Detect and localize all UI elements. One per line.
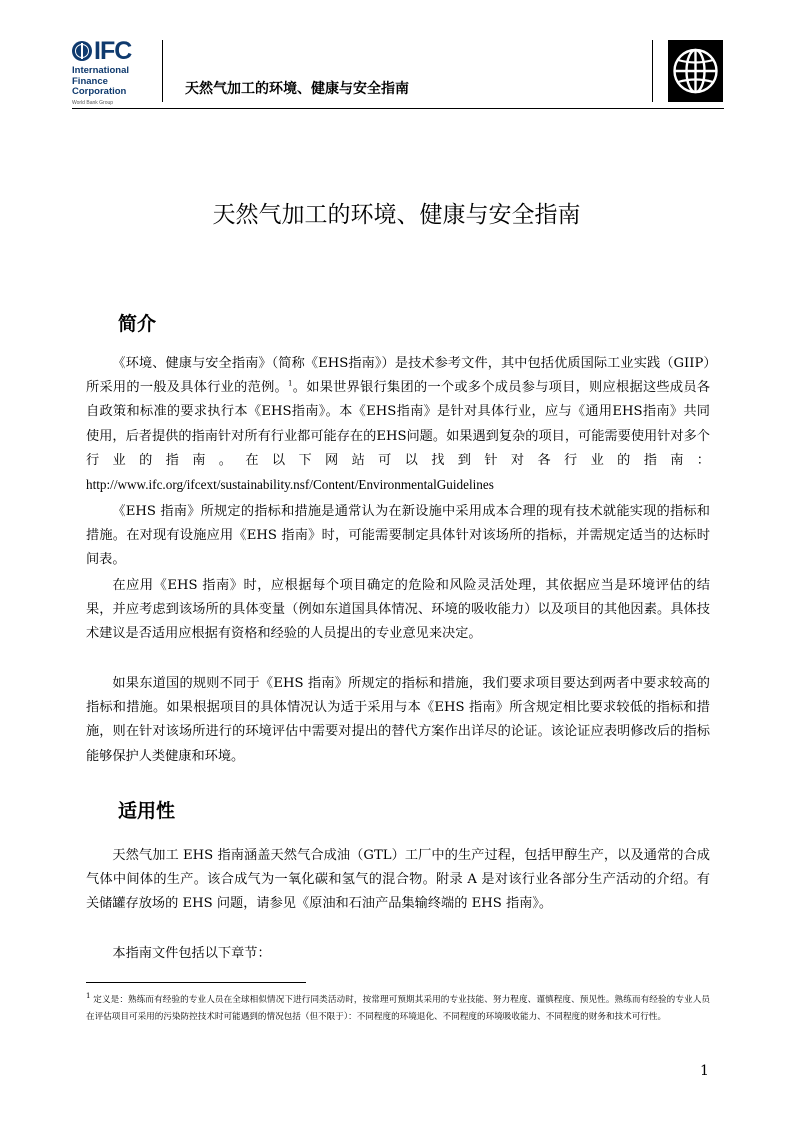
ifc-logo (72, 38, 152, 110)
world-bank-globe-icon (668, 40, 723, 102)
intro-p1-text-b: 。如果世界银行集团的一个或多个成员参与项目，则应根据这些成员各自政策和标准的要求执行本《EHS指南》。本《EHS指南》是针对具体行业，应与《通用EHS指南》共同使用，后者提供的指南针对所有行业都可能存在的EHS问题。如果遇到复杂的项目，可能需要使用针对多个行业的指南。在以下网站可以找到针对各行业的指南： (86, 380, 711, 468)
intro-paragraph-4: 如果东道国的规则不同于《EHS 指南》所规定的指标和措施，我们要求项目要达到两者中要求较高的指标和措施。如果根据项目的具体情况认为适于采用与本《EHS 指南》所含规定相比要求较低的指标和措施，则在针对该场所进行的环境评估中需要对提出的替代方案作出详尽的论证。该论证应表明修改后的指标能够保护人类健康和环境。 (86, 676, 710, 764)
document-title: 天然气加工的环境、健康与安全指南 (212, 202, 581, 228)
header-divider-right (652, 40, 653, 102)
guidelines-url-link[interactable]: http://www.ifc.org/ifcext/sustainability.nsf/Content/EnvironmentalGuidelines (86, 477, 494, 493)
intro-paragraph-2: 《EHS 指南》所规定的指标和措施是通常认为在新设施中采用成本合理的现有技术就能实现的指标和措施。在对现有设施应用《EHS 指南》时，可能需要制定具体针对该场所的指标，并需规定适当的达标时间表。 (86, 504, 710, 568)
ifc-name-line-1: International (72, 65, 130, 76)
footnote-1 (86, 992, 710, 1026)
heading-applicability: 适用性 (118, 800, 176, 822)
ifc-subtitle: World Bank Group (72, 100, 114, 106)
footnote-ref-1[interactable]: 1 (288, 379, 293, 388)
page-header (0, 0, 793, 110)
applicability-paragraph-1: 天然气加工 EHS 指南涵盖天然气合成油（GTL）工厂中的生产过程，包括甲醇生产，以及通常的合成气体中间体的生产。该合成气为一氧化碳和氢气的混合物。附录 A 是对该行业各部分生产活动的介绍。有关储罐存放场的 EHS 问题，请参见《原油和石油产品集输终端的 EHS 指南》。 (86, 848, 710, 912)
intro-paragraph-1 (86, 352, 710, 498)
footnote-separator (86, 982, 306, 983)
intro-paragraph-3: 在应用《EHS 指南》时，应根据每个项目确定的危险和风险灵活处理，其依据应当是环境评估的结果，并应考虑到该场所的具体变量（例如东道国具体情况、环境的吸收能力）以及项目的其他因素。具体技术建议是否适用应根据有资格和经验的人员提出的专业意见来决定。 (86, 578, 710, 642)
ifc-name-line-2: Finance (72, 75, 108, 87)
footnote-marker: 1 (86, 992, 91, 1001)
intro-p1-text: 《环境、健康与安全指南》（简称《EHS指南》）是技术参考文件，其中包括优质国际工业实践（GIIP）所采用的一般及具体行业的范例。 (86, 356, 710, 396)
ifc-full-name (72, 66, 129, 98)
ifc-globe-icon (72, 41, 92, 61)
ifc-letters: IFC (94, 37, 132, 65)
header-divider-left (162, 40, 163, 102)
applicability-paragraph-2: 本指南文件包括以下章节： (112, 946, 271, 961)
ifc-name-line-3: Corporation (72, 86, 127, 97)
ifc-wordmark (72, 38, 131, 64)
heading-intro: 简介 (118, 313, 157, 335)
header-title: 天然气加工的环境、健康与安全指南 (185, 81, 409, 97)
footnote-text: 定义是：熟练而有经验的专业人员在全球相似情况下进行同类活动时，按常理可预期其采用的专业技能、努力程度、谨慎程度、预见性。熟练而有经验的专业人员在评估项目可采用的污染防控技术时可能遇到的情况包括（但不限于）：不同程度的环境退化、不同程度的环境吸收能力、不同程度的财务和技术可行性。 (86, 995, 710, 1022)
header-rule (72, 108, 724, 109)
page-number: 1 (700, 1063, 709, 1079)
